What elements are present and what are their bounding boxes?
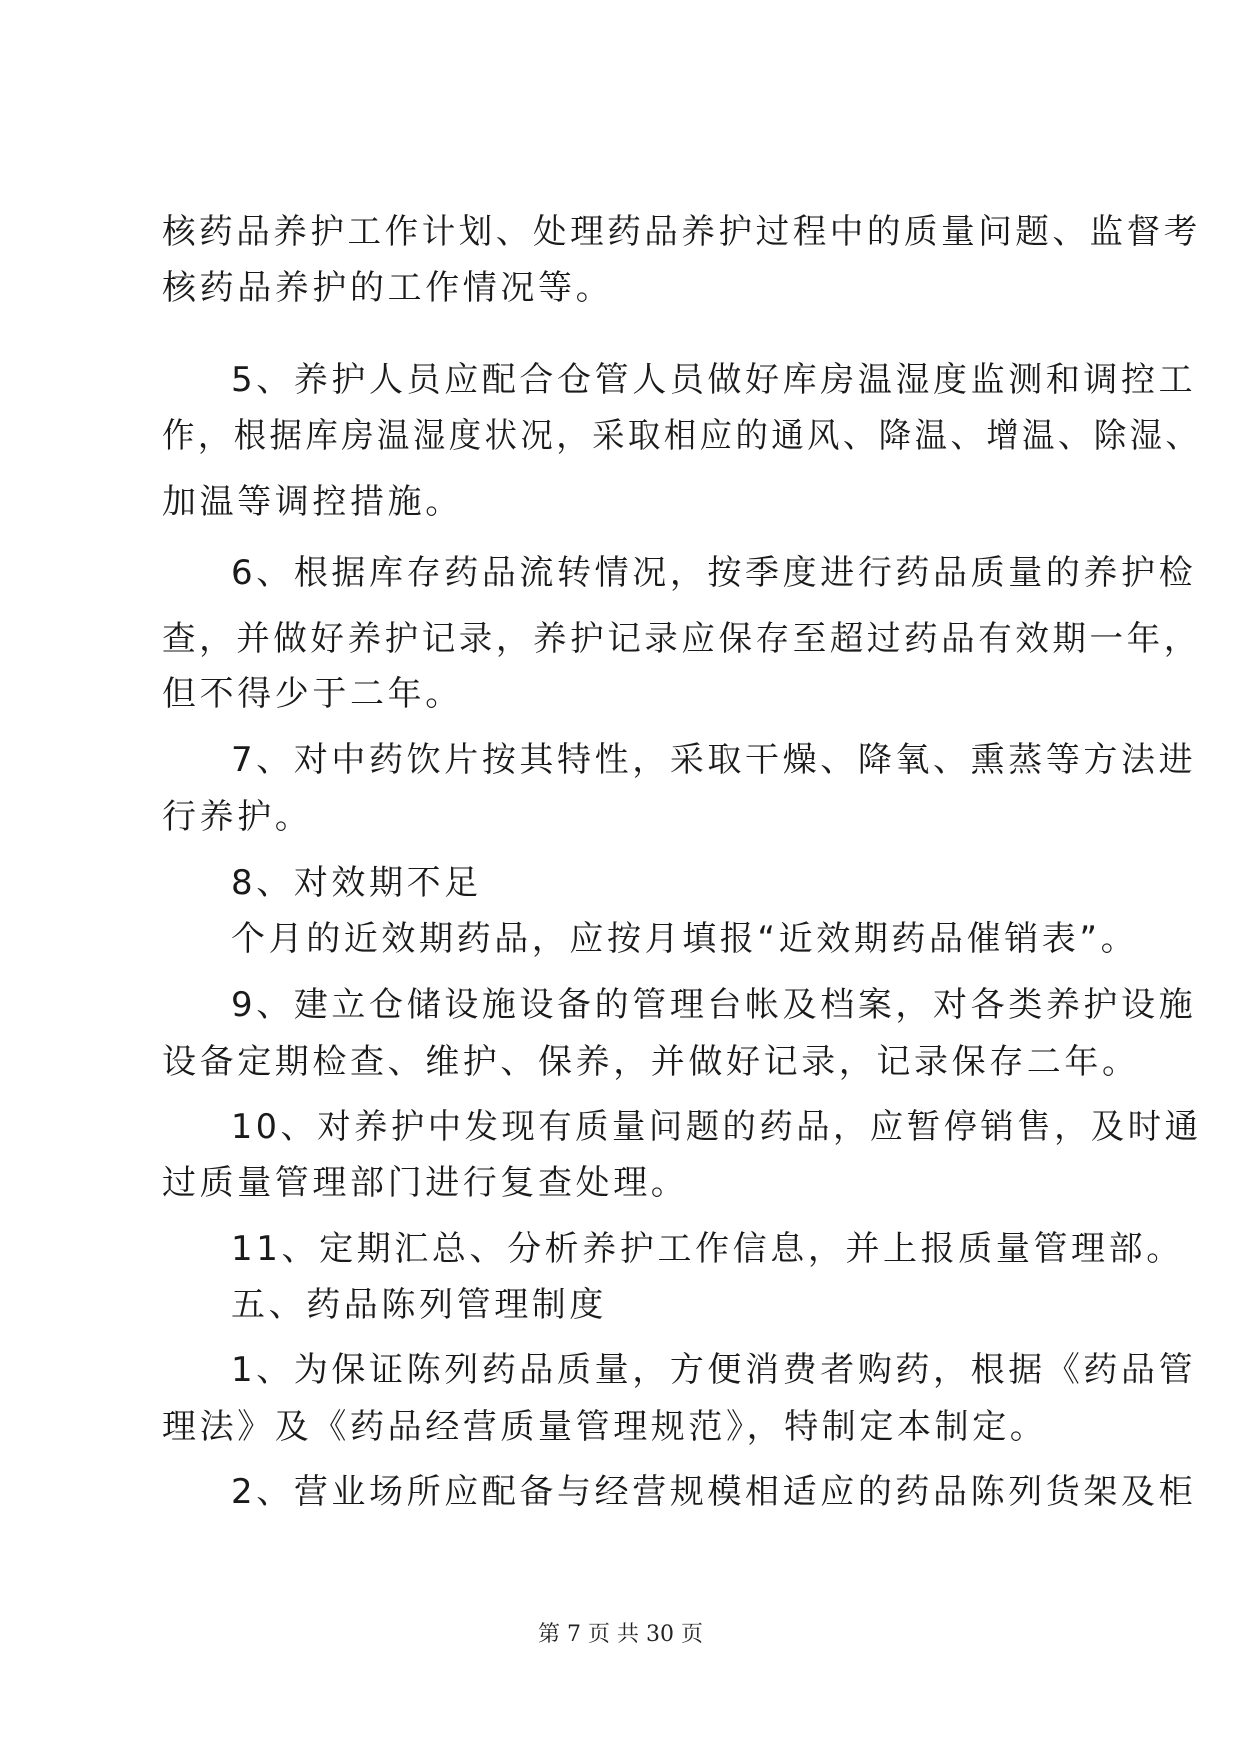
section-heading: 五、药品陈列管理制度: [231, 1285, 607, 1325]
text-line: 但不得少于二年。: [162, 674, 463, 714]
text-line: 设备定期检查、维护、保养，并做好记录，记录保存二年。: [162, 1042, 1140, 1082]
text-line: 9、建立仓储设施设备的管理台帐及档案，对各类养护设施: [231, 985, 1197, 1025]
text-line: 6、根据库存药品流转情况，按季度进行药品质量的养护检: [231, 553, 1197, 593]
page-number: 第 7 页 共 30 页: [538, 1622, 703, 1647]
text-line: 8、对效期不足: [231, 863, 482, 903]
text-line: 1、为保证陈列药品质量，方便消费者购药，根据《药品管: [231, 1350, 1197, 1390]
text-line: 个月的近效期药品，应按月填报“近效期药品催销表”。: [231, 919, 1139, 959]
text-line: 核药品养护工作计划、处理药品养护过程中的质量问题、监督考: [162, 212, 1201, 252]
text-line: 11、定期汇总、分析养护工作信息，并上报质量管理部。: [231, 1229, 1184, 1269]
text-line: 加温等调控措施。: [162, 482, 463, 522]
text-line: 过质量管理部门进行复查处理。: [162, 1163, 689, 1203]
text-line: 作，根据库房温湿度状况，采取相应的通风、降温、增温、除湿、: [162, 416, 1202, 456]
text-line: 查，并做好养护记录，养护记录应保存至超过药品有效期一年，: [162, 619, 1201, 659]
text-line: 10、对养护中发现有质量问题的药品，应暂停销售，及时通: [231, 1107, 1202, 1147]
text-line: 行养护。: [162, 797, 313, 837]
text-line: 2、营业场所应配备与经营规模相适应的药品陈列货架及柜: [231, 1472, 1197, 1512]
text-line: 核药品养护的工作情况等。: [162, 268, 614, 308]
text-line: 7、对中药饮片按其特性，采取干燥、降氧、熏蒸等方法进: [231, 740, 1197, 780]
text-line: 理法》及《药品经营质量管理规范》，特制定本制定。: [162, 1407, 1048, 1447]
text-line: 5、养护人员应配合仓管人员做好库房温湿度监测和调控工: [231, 360, 1197, 400]
